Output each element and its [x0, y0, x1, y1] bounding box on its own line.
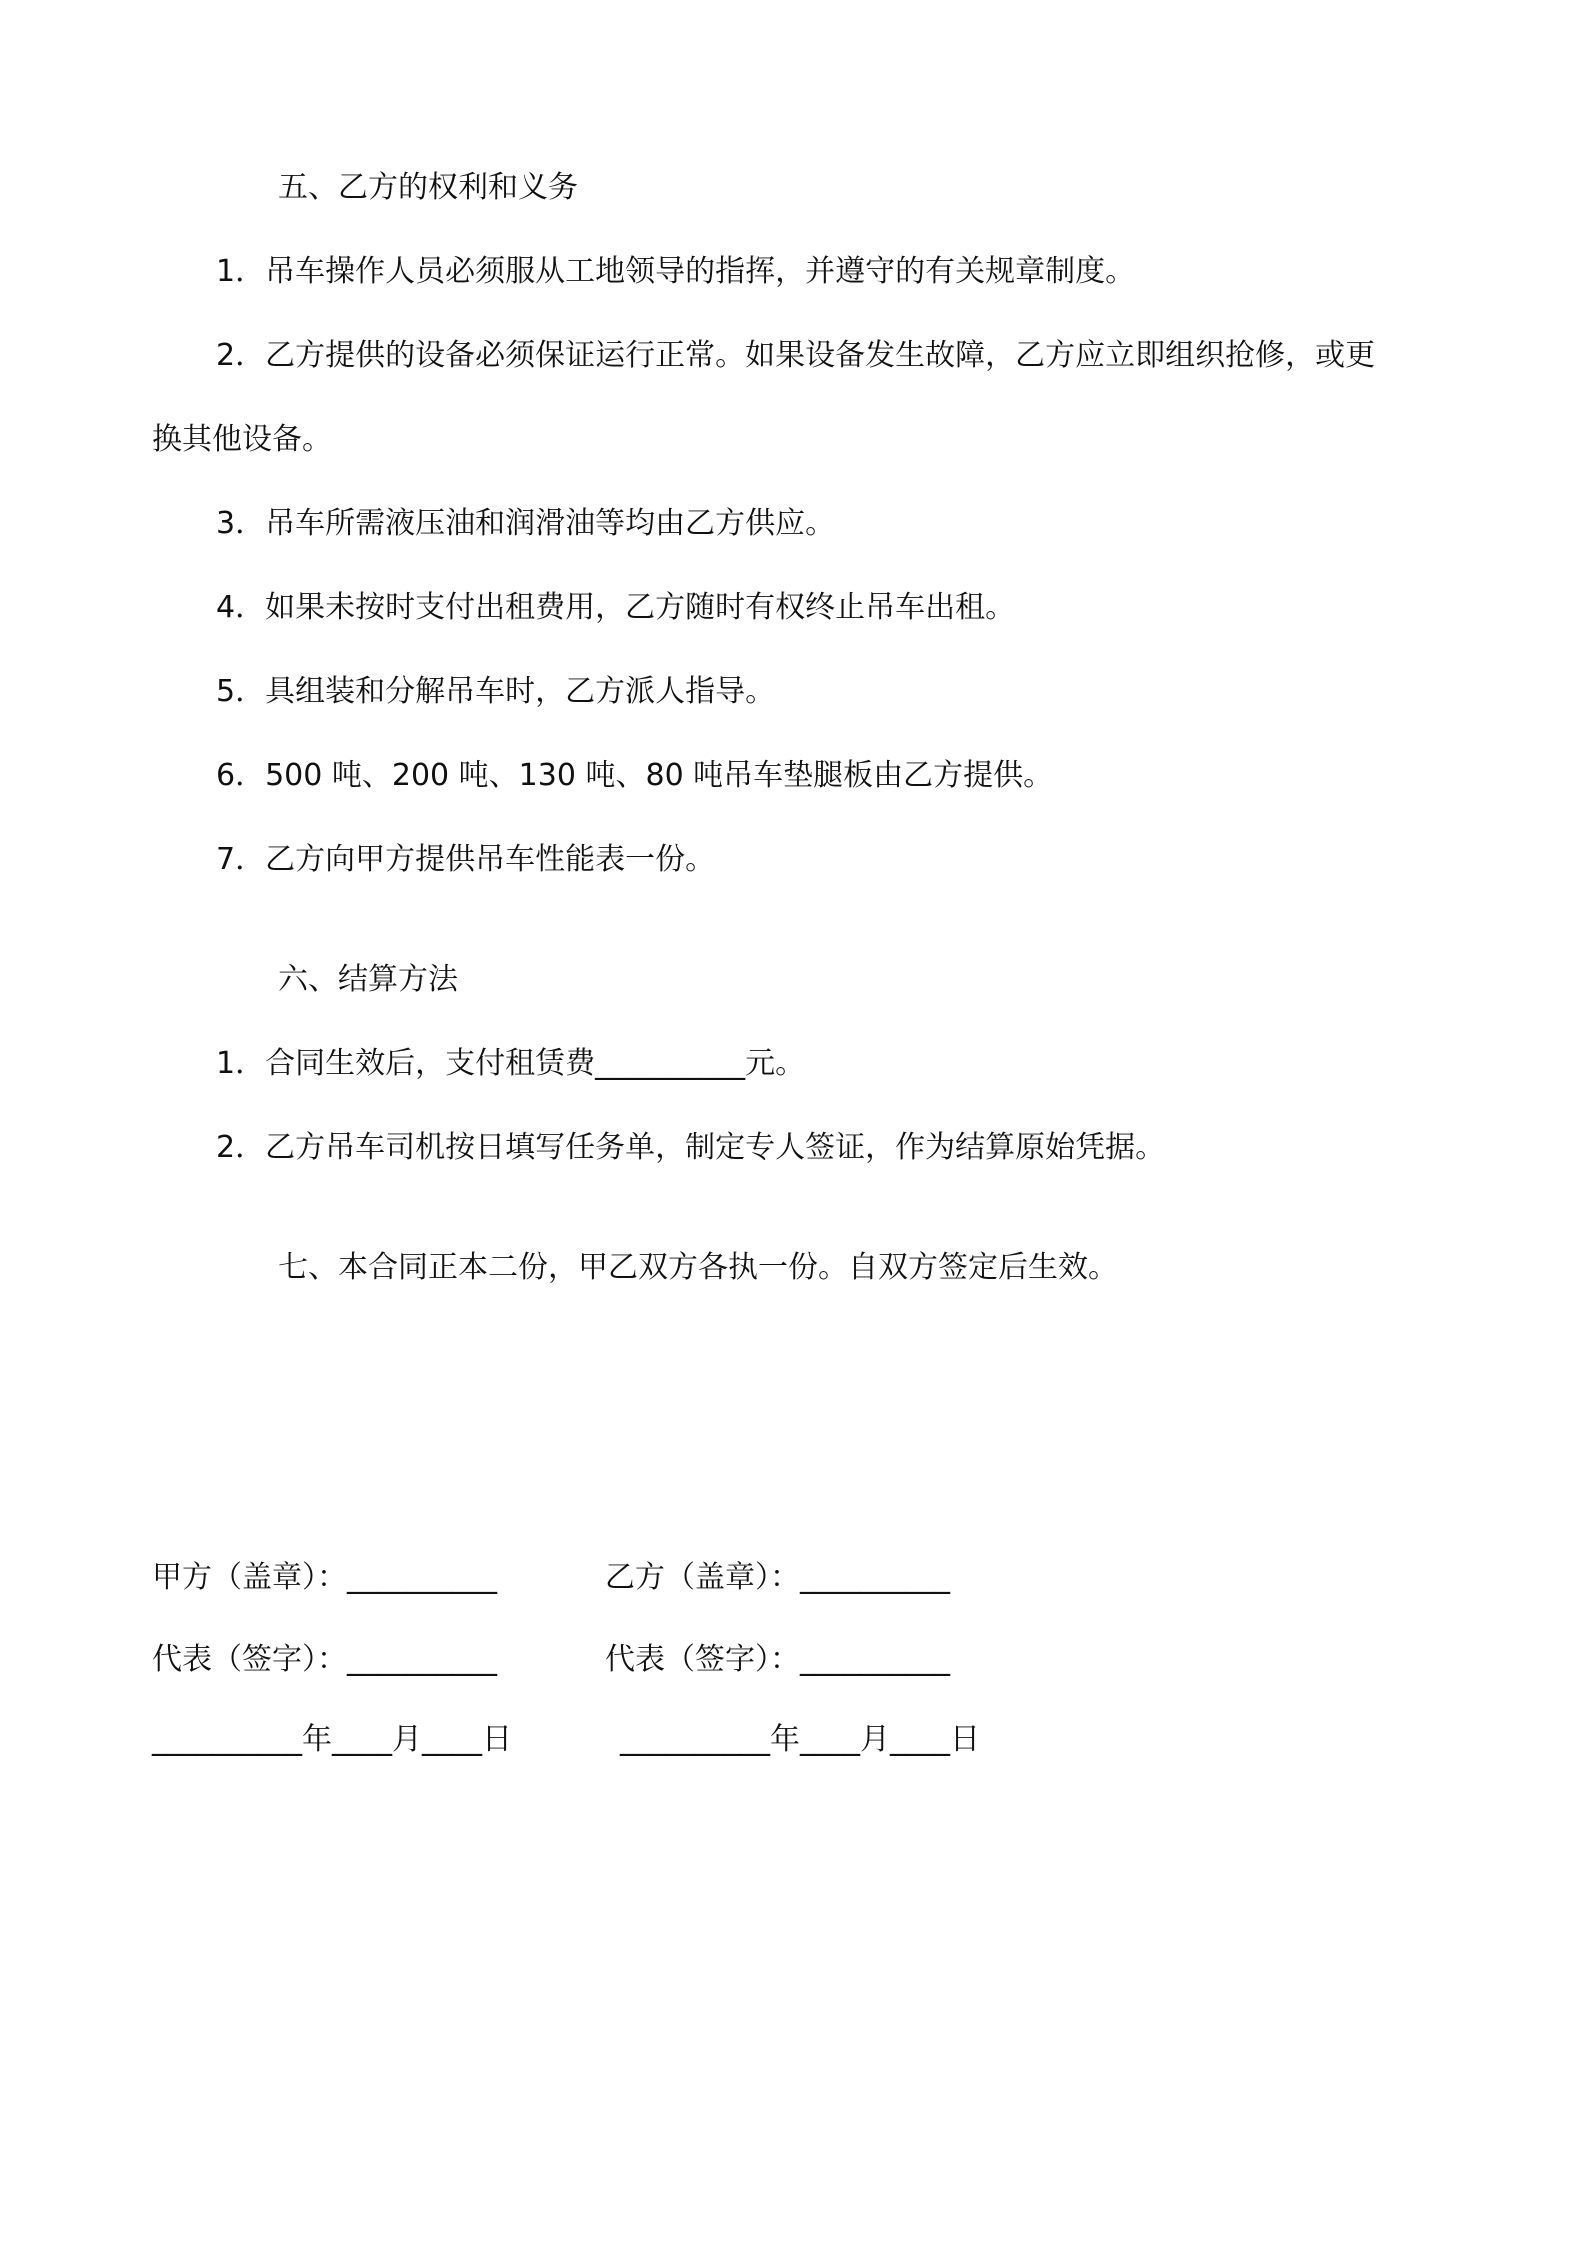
section5-item-6: 6．500 吨、200 吨、130 吨、80 吨吊车垫腿板由乙方提供。	[216, 758, 1054, 793]
section5-item-7: 7．乙方向甲方提供吊车性能表一份。	[216, 842, 716, 877]
party-b-seal: 乙方（盖章）：__________	[605, 1560, 950, 1595]
party-a-seal: 甲方（盖章）：__________	[152, 1560, 497, 1595]
section5-item-3: 3．吊车所需液压油和润滑油等均由乙方供应。	[216, 506, 836, 541]
section6-item-1: 1．合同生效后，支付租赁费__________元。	[216, 1046, 806, 1081]
section6-heading: 六、结算方法	[278, 962, 458, 997]
section5-item-5: 5．具组装和分解吊车时，乙方派人指导。	[216, 674, 776, 709]
party-a-representative: 代表（签字）：__________	[152, 1642, 497, 1677]
section5-item-2-continued: 换其他设备。	[152, 422, 332, 457]
section5-item-4: 4．如果未按时支付出租费用，乙方随时有权终止吊车出租。	[216, 590, 1016, 625]
party-b-date: __________年____月____日	[620, 1722, 980, 1757]
party-a-date: __________年____月____日	[152, 1722, 512, 1757]
section5-item-2: 2．乙方提供的设备必须保证运行正常。如果设备发生故障，乙方应立即组织抢修，或更	[216, 338, 1376, 373]
section5-heading: 五、乙方的权利和义务	[278, 170, 578, 205]
party-b-representative: 代表（签字）：__________	[605, 1642, 950, 1677]
section6-item-2: 2．乙方吊车司机按日填写任务单，制定专人签证，作为结算原始凭据。	[216, 1130, 1166, 1165]
section5-item-1: 1．吊车操作人员必须服从工地领导的指挥，并遵守的有关规章制度。	[216, 254, 1136, 289]
section7-heading: 七、本合同正本二份，甲乙双方各执一份。自双方签定后生效。	[278, 1250, 1118, 1285]
